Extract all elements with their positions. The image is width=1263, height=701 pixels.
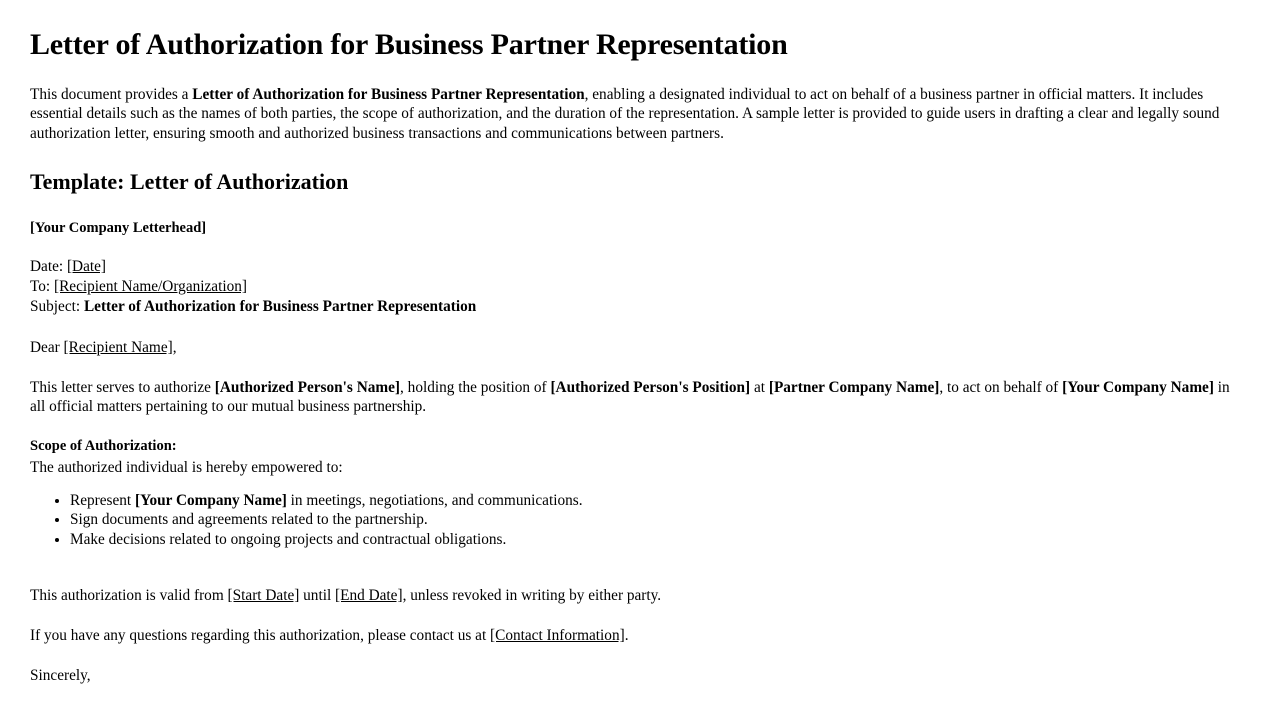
meta-date-line bbox=[30, 257, 1233, 277]
letter-meta-block bbox=[30, 257, 1233, 318]
scope-item-2-pre: Make decisions related to ongoing projects and contractual obligations. bbox=[70, 530, 507, 548]
authorization-paragraph bbox=[30, 378, 1233, 418]
meta-subject-line bbox=[30, 297, 1233, 317]
scope-item-0-bold: [Your Company Name] bbox=[135, 492, 287, 509]
validity-text-3: , unless revoked in writing by either party. bbox=[402, 587, 662, 605]
auth-text-3: at bbox=[750, 378, 769, 396]
contact-paragraph bbox=[30, 627, 1233, 645]
auth-person-name: [Authorized Person's Name] bbox=[214, 378, 401, 396]
intro-bold: Letter of Authorization for Business Partner Representation bbox=[192, 85, 585, 103]
scope-subheading: The authorized individual is hereby empowered to: bbox=[30, 459, 343, 477]
salutation-pre: Dear bbox=[30, 338, 64, 356]
salutation-line bbox=[30, 338, 1233, 358]
auth-text-2: , holding the position of bbox=[400, 378, 551, 396]
section-title: Template: Letter of Authorization bbox=[30, 169, 349, 195]
intro-paragraph bbox=[30, 85, 1233, 144]
signoff-line: Sincerely, bbox=[30, 667, 91, 685]
auth-text-4: , to act on behalf of bbox=[939, 378, 1063, 396]
auth-your-company: [Your Company Name] bbox=[1062, 378, 1214, 396]
auth-text-1: This letter serves to authorize bbox=[30, 378, 215, 396]
meta-to-value: [Recipient Name/Organization] bbox=[54, 277, 247, 295]
meta-date-value: [Date] bbox=[66, 257, 107, 275]
meta-subject-label: Subject: bbox=[30, 298, 84, 316]
intro-pre: This document provides a bbox=[30, 85, 193, 103]
contact-information: [Contact Information] bbox=[490, 627, 625, 645]
validity-paragraph bbox=[30, 587, 1233, 605]
scope-item-0-post: in meetings, negotiations, and communications. bbox=[286, 492, 583, 509]
scope-item-0-pre: Represent bbox=[70, 492, 135, 509]
meta-date-label: Date: bbox=[30, 257, 67, 275]
list-item bbox=[70, 531, 1233, 550]
contact-text-2: . bbox=[624, 627, 629, 645]
list-item bbox=[70, 511, 1233, 530]
validity-text-2: until bbox=[299, 587, 336, 605]
auth-partner-company: [Partner Company Name] bbox=[768, 378, 940, 396]
auth-text-5: in all official matters pertaining to our mutual business partnership. bbox=[30, 378, 1230, 416]
meta-to-line bbox=[30, 277, 1233, 297]
auth-person-position: [Authorized Person's Position] bbox=[550, 378, 751, 396]
list-item bbox=[70, 492, 1233, 511]
scope-item-1-pre: Sign documents and agreements related to the partnership. bbox=[70, 511, 428, 529]
meta-subject-value: Letter of Authorization for Business Partner Representation bbox=[83, 298, 477, 316]
company-letterhead: [Your Company Letterhead] bbox=[30, 219, 207, 236]
page-title: Letter of Authorization for Business Partner Representation bbox=[30, 28, 788, 61]
scope-heading: Scope of Authorization: bbox=[30, 438, 177, 455]
meta-to-label: To: bbox=[30, 277, 54, 295]
salutation-name: [Recipient Name] bbox=[63, 338, 173, 356]
validity-end-date: [End Date] bbox=[335, 587, 403, 605]
intro-post: , enabling a designated individual to act on behalf of a business partner in official matters. It includes essential details such as the names of both parties, the scope of authorization, and the duration of the representation. A sample letter is provided to guide users in drafting a clear and legally sound authorization letter, ensuring smooth and authorized business transactions and communications between partners. bbox=[30, 85, 1220, 142]
contact-text-1: If you have any questions regarding this authorization, please contact us at bbox=[30, 627, 491, 645]
scope-list bbox=[30, 492, 1233, 549]
salutation-post: , bbox=[172, 338, 177, 356]
validity-start-date: [Start Date] bbox=[227, 587, 300, 605]
validity-text-1: This authorization is valid from bbox=[30, 587, 228, 605]
